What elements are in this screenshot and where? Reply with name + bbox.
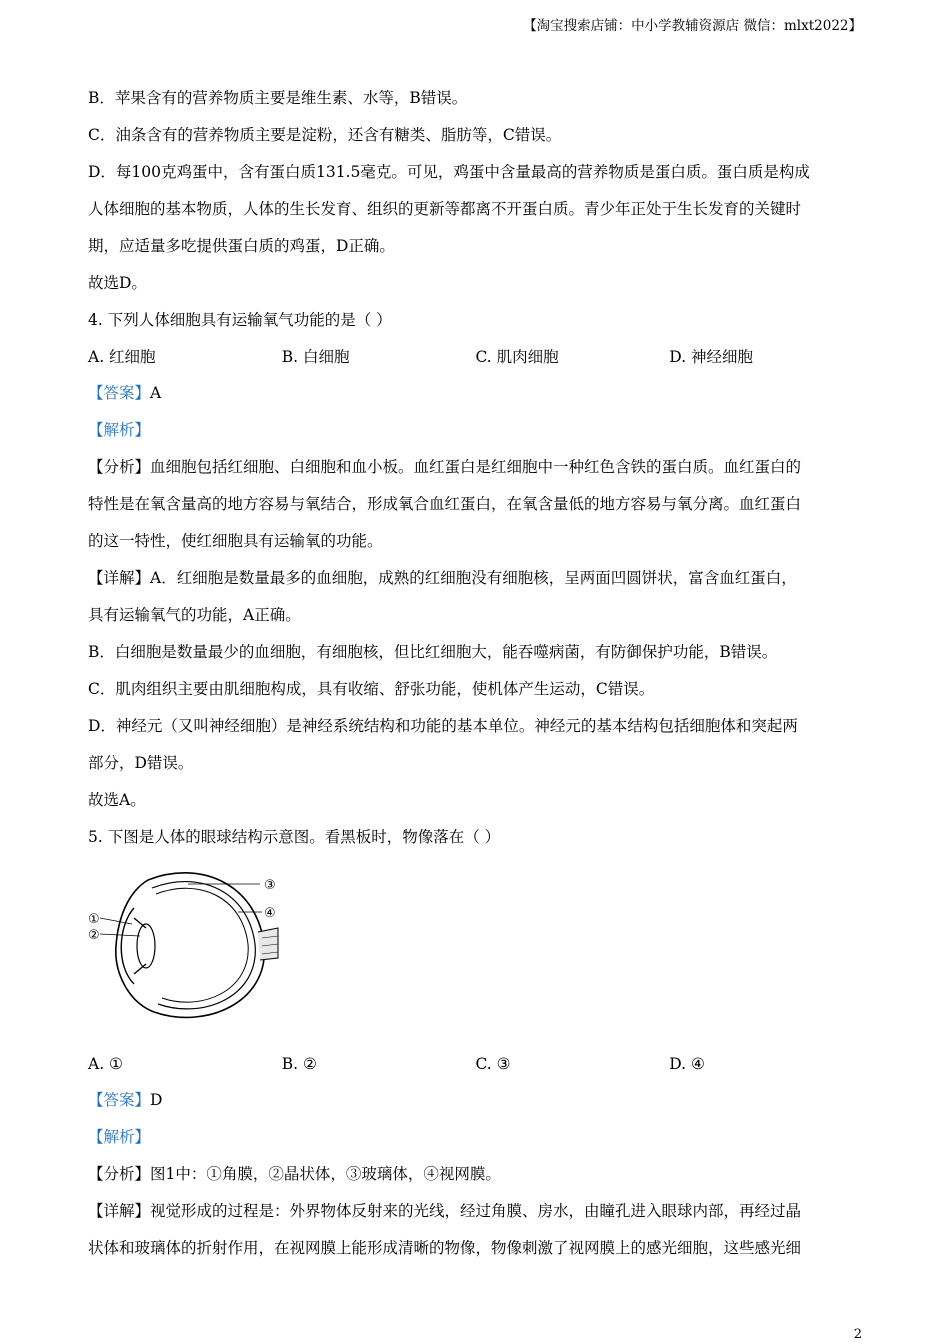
- q5-stem: 5. 下图是人体的眼球结构示意图。看黑板时，物像落在（ ）: [88, 828, 501, 846]
- q5-xiangjie-line1: 【详解】视觉形成的过程是：外界物体反射来的光线，经过角膜、房水，由瞳孔进入眼球内部，再经过晶: [88, 1202, 802, 1220]
- eyeball-diagram-svg: [88, 862, 298, 1032]
- q3-option-d-line2: 人体细胞的基本物质，人体的生长发育、组织的更新等都离不开蛋白质。青少年正处于生长发育的关键时: [88, 200, 802, 218]
- sclera-outline: [116, 873, 265, 1018]
- q4-options: [88, 339, 863, 375]
- q4-xiangjie-line2: 具有运输氧气的功能，A正确。: [88, 606, 301, 624]
- q4-option-b-explanation: B．白细胞是数量最少的血细胞，有细胞核，但比红细胞大，能吞噬病菌，有防御保护功能，B错误。: [88, 643, 778, 661]
- analysis-tag: 【解析】: [88, 1128, 151, 1146]
- q4-fenxi-line1: 【分析】血细胞包括红细胞、白细胞和血小板。血红蛋白是红细胞中一种红色含铁的蛋白质。血红蛋白的: [88, 458, 802, 476]
- q4-conclusion: 故选A。: [88, 791, 146, 809]
- q4-xiangjie-line1: 【详解】A．红细胞是数量最多的血细胞，成熟的红细胞没有细胞核，呈两面凹圆饼状，富含血红蛋白，: [88, 569, 797, 587]
- analysis-tag: 【解析】: [88, 421, 151, 439]
- q3-option-c-explanation: C．油条含有的营养物质主要是淀粉，还含有糖类、脂肪等，C错误。: [88, 126, 562, 144]
- label-2: ②: [88, 928, 100, 943]
- q3-option-d-line1: D．每100克鸡蛋中，含有蛋白质131.5毫克。可见，鸡蛋中含量最高的营养物质是蛋白质。蛋白质是构成: [88, 163, 810, 181]
- q4-option-b: B. 白细胞: [281, 348, 350, 366]
- page-header: 【淘宝搜索店铺：中小学教辅资源店 微信：mlxt2022】: [523, 18, 862, 34]
- q4-option-a: A. 红细胞: [88, 348, 156, 366]
- q4-option-c-explanation: C．肌肉组织主要由肌细胞构成，具有收缩、舒张功能，使机体产生运动，C错误。: [88, 680, 655, 698]
- q4-option-d-line1: D．神经元（又叫神经细胞）是神经系统结构和功能的基本单位。神经元的基本结构包括细胞体和突起两: [88, 717, 798, 735]
- answer-value: D: [150, 1091, 163, 1109]
- q4-fenxi-line3: 的这一特性，使红细胞具有运输氧的功能。: [88, 532, 383, 550]
- retina-outline: [156, 888, 248, 1002]
- q3-option-b-explanation: B．苹果含有的营养物质主要是维生素、水等，B错误。: [88, 89, 468, 107]
- iris-lower: [134, 964, 146, 974]
- leader-line-2: [100, 934, 140, 936]
- answer-tag: 【答案】: [88, 1091, 151, 1109]
- q5-analysis-tag: [88, 1119, 863, 1156]
- q3-option-d-line3: 期，应适量多吃提供蛋白质的鸡蛋，D正确。: [88, 237, 395, 255]
- label-1: ①: [88, 912, 100, 927]
- q4-answer: [88, 375, 863, 412]
- q4-stem: 4. 下列人体细胞具有运输氧气功能的是（ ）: [88, 311, 392, 329]
- q5-answer: [88, 1082, 863, 1119]
- optic-nerve: [258, 928, 278, 960]
- lens: [137, 924, 155, 968]
- choroid-outline: [152, 882, 255, 1009]
- answer-tag: 【答案】: [88, 384, 151, 402]
- iris-upper: [134, 918, 146, 928]
- q5-xiangjie-line2: 状体和玻璃体的折射作用，在视网膜上能形成清晰的物像，物像刺激了视网膜上的感光细胞，这些感光细: [88, 1239, 802, 1257]
- q4-option-d-line2: 部分，D错误。: [88, 754, 194, 772]
- q5-option-d: D. ④: [669, 1055, 705, 1073]
- page-number: 2: [853, 1327, 862, 1342]
- q5-option-c: C. ③: [475, 1055, 511, 1073]
- q4-option-c: C. 肌肉细胞: [475, 348, 559, 366]
- label-4: ④: [264, 906, 276, 921]
- cornea: [121, 908, 134, 984]
- eyeball-diagram: [88, 862, 298, 1032]
- q4-analysis-tag: [88, 412, 863, 449]
- q5-fenxi: 【分析】图1中：①角膜，②晶状体，③玻璃体，④视网膜。: [88, 1165, 501, 1183]
- q3-conclusion: 故选D。: [88, 274, 147, 292]
- q5-options: [88, 1046, 863, 1082]
- document-body: [88, 80, 863, 1267]
- answer-value: A: [150, 384, 162, 402]
- q4-fenxi-line2: 特性是在氧含量高的地方容易与氧结合，形成氧合血红蛋白，在氧含量低的地方容易与氧分离。血红蛋白: [88, 495, 802, 513]
- q5-option-b: B. ②: [281, 1055, 317, 1073]
- label-3: ③: [264, 878, 276, 893]
- q4-option-d: D. 神经细胞: [669, 348, 753, 366]
- q5-option-a: A. ①: [88, 1055, 123, 1073]
